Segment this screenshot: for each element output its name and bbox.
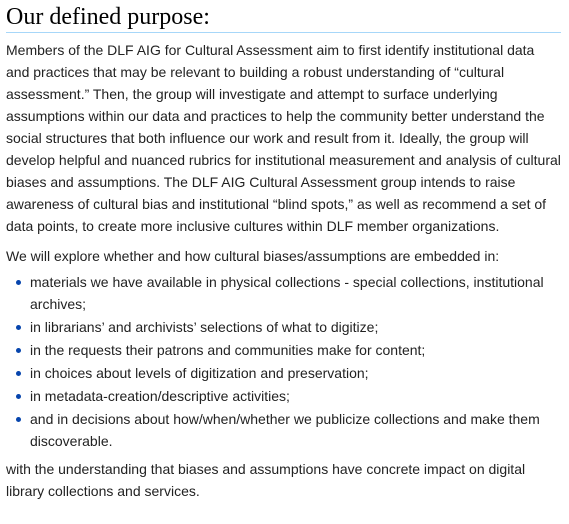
list-item	[30, 362, 561, 384]
bullet-icon	[16, 348, 21, 353]
bullet-icon	[16, 325, 21, 330]
bullet-icon	[16, 394, 21, 399]
list-item-text: materials we have available in physical collections - special collections, institutional archives;	[30, 274, 544, 312]
list-item	[30, 339, 561, 361]
bullet-icon	[16, 280, 21, 285]
bullet-icon	[16, 417, 21, 422]
list-item-text: and in decisions about how/when/whether we publicize collections and make them discoverable.	[30, 411, 540, 449]
list-item-text: in the requests their patrons and communities make for content;	[30, 342, 426, 358]
cultural-bias-list	[6, 271, 561, 452]
list-item	[30, 316, 561, 338]
section-heading: Our defined purpose:	[6, 0, 561, 33]
explore-lead-paragraph: We will explore whether and how cultural biases/assumptions are embedded in:	[6, 248, 500, 264]
intro-paragraph: Members of the DLF AIG for Cultural Assessment aim to first identify institutional data and practices that may be relevant to building a robust understanding of “cultural assessment.” Then, the group will investigate and attempt to surface underlying assumptions within our data and practices to help the community better understand the social structures that both influence our work and result from it. Ideally, the group will develop helpful and nuanced rubrics for institutional measurement and analysis of cultural biases and assumptions. The DLF AIG Cultural Assessment group intends to raise awareness of cultural bias and institutional “blind spots,” as well as recommend a set of data points, to create more inclusive cultures within DLF member organizations.	[6, 42, 561, 234]
closing-paragraph: with the understanding that biases and assumptions have concrete impact on digital library collections and services.	[6, 461, 526, 499]
list-item-text: in librarians’ and archivists’ selections of what to digitize;	[30, 319, 379, 335]
section-body	[6, 39, 561, 502]
list-item-text: in metadata-creation/descriptive activities;	[30, 388, 290, 404]
list-item	[30, 385, 561, 407]
bullet-icon	[16, 371, 21, 376]
list-item-text: in choices about levels of digitization and preservation;	[30, 365, 369, 381]
list-item	[30, 408, 561, 452]
list-item	[30, 271, 561, 315]
